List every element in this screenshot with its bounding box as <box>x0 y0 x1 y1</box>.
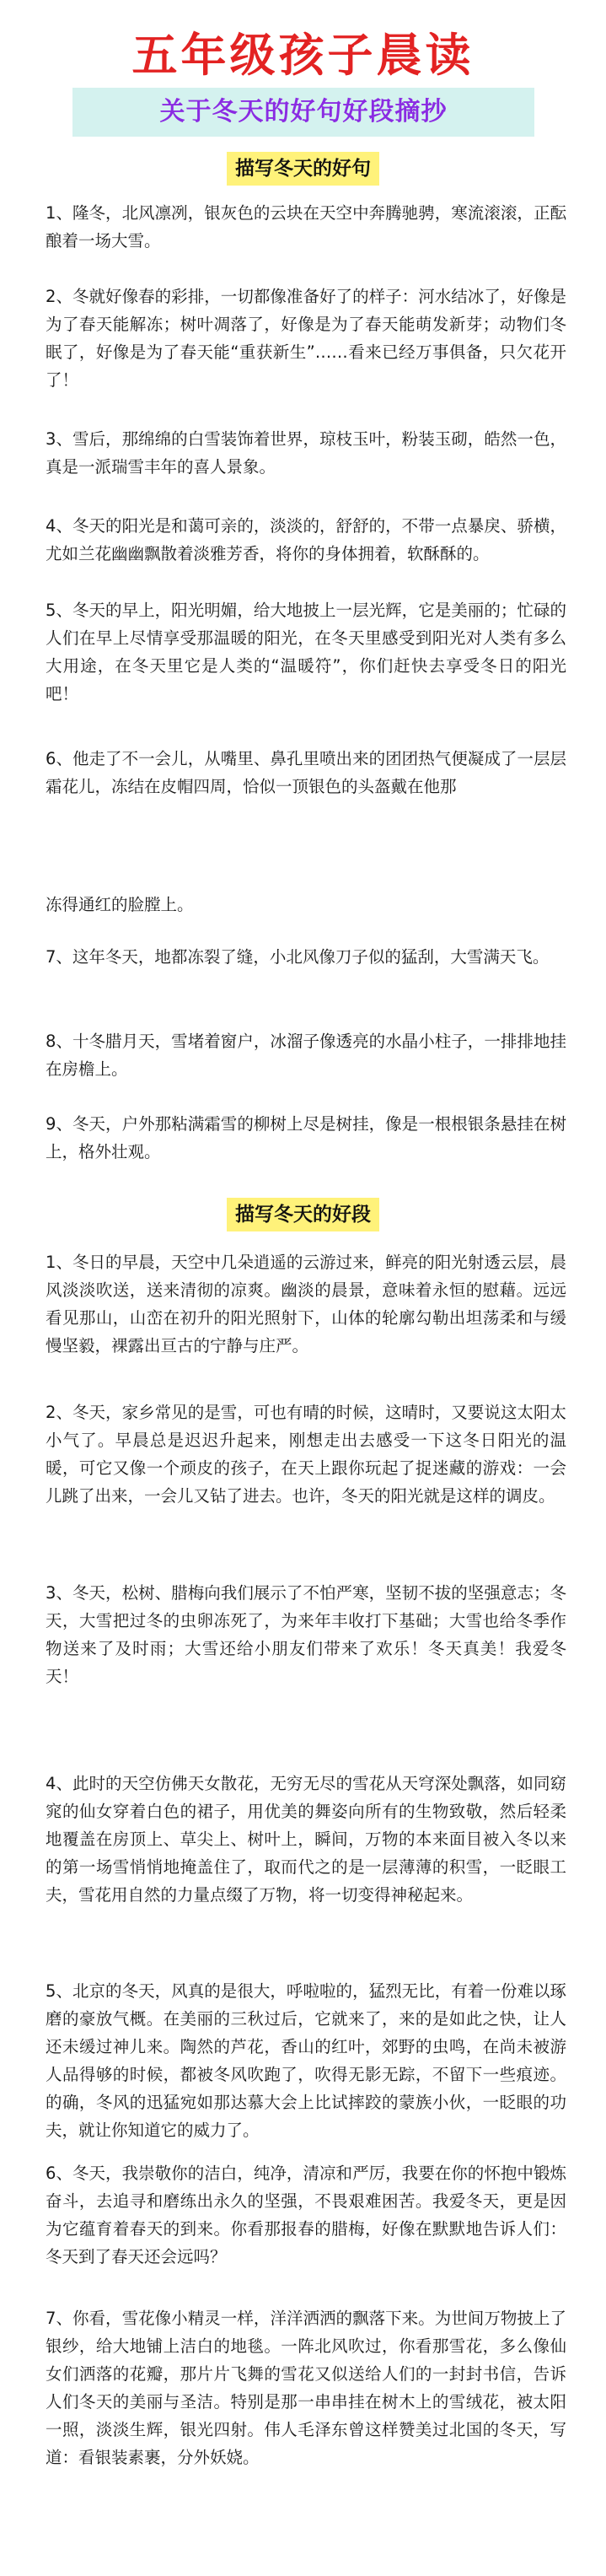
sentence-item: 9、冬天，户外那粘满霜雪的柳树上尽是树挂，像是一根根银条悬挂在树上，格外壮观。 <box>46 1114 566 1161</box>
section-heading-sentences <box>0 152 606 186</box>
sentence-item: 2、冬就好像春的彩排，一切都像准备好了的样子：河水结冰了，好像是为了春天能解冻；树叶凋落了，好像是为了春天能萌发新芽；动物们冬眠了，好像是为了春天能“重获新生”……看来已经万事俱备，只欠花开了！ <box>46 287 566 390</box>
subtitle-text: 关于冬天的好句好段摘抄 <box>159 97 448 127</box>
sentence-item: 8、十冬腊月天，雪堵着窗户，冰溜子像透亮的水晶小柱子，一排排地挂在房檐上。 <box>46 1032 566 1079</box>
sentence-item: 6、他走了不一会儿，从嘴里、鼻孔里喷出来的团团热气便凝成了一层层霜花儿，冻结在皮帽四周，恰似一顶银色的头盔戴在他那 <box>46 749 566 796</box>
sentence-item-continued: 冻得通红的脸膛上。 <box>46 895 194 914</box>
page-title: 五年级孩子晨读 <box>131 29 475 82</box>
sentence-item: 1、隆冬，北风凛冽，银灰色的云块在天空中奔腾驰骋，寒流滚滚，正酝酿着一场大雪。 <box>46 203 566 251</box>
paragraph-item: 3、冬天，松树、腊梅向我们展示了不怕严寒，坚韧不拔的坚强意志；冬天，大雪把过冬的虫卵冻死了，为来年丰收打下基础；大雪也给冬季作物送来了及时雨；大雪还给小朋友们带来了欢乐！冬天真美！我爱冬天！ <box>46 1583 566 1686</box>
paragraph-item: 6、冬天，我崇敬你的洁白，纯净，清凉和严厉，我要在你的怀抱中锻炼奋斗，去追寻和磨练出永久的坚强，不畏艰难困苦。我爱冬天，更是因为它蕴育着春天的到来。你看那报春的腊梅，好像在默默地告诉人们：冬天到了春天还会远吗？ <box>46 2164 566 2266</box>
sentence-item: 4、冬天的阳光是和蔼可亲的，淡淡的，舒舒的，不带一点暴戾、骄横，尤如兰花幽幽飘散着淡雅芳香，将你的身体拥着，软酥酥的。 <box>46 516 566 563</box>
section-heading-paragraphs <box>0 1198 606 1231</box>
subtitle-banner <box>72 88 534 137</box>
paragraph-item: 1、冬日的早晨，天空中几朵逍遥的云游过来，鲜亮的阳光射透云层，晨风淡淡吹送，送来清彻的凉爽。幽淡的晨景，意味着永恒的慰藉。远远看见那山，山峦在初升的阳光照射下，山体的轮廓勾勒出坦荡柔和与缓慢坚毅，裸露出亘古的宁静与庄严。 <box>46 1253 566 1355</box>
sentence-item: 5、冬天的早上，阳光明媚，给大地披上一层光辉，它是美丽的；忙碌的人们在早上尽情享受那温暖的阳光，在冬天里感受到阳光对人类有多么大用途，在冬天里它是人类的“温暖符”，你们赶快去享受冬日的阳光吧！ <box>46 601 566 703</box>
sentence-item: 7、这年冬天，地都冻裂了缝，小北风像刀子似的猛刮，大雪满天飞。 <box>46 947 550 967</box>
section-heading-label: 描写冬天的好句 <box>227 152 379 186</box>
paragraph-item: 5、北京的冬天，风真的是很大，呼啦啦的，猛烈无比，有着一份难以琢磨的豪放气概。在美丽的三秋过后，它就来了，来的是如此之快，让人还未缓过神儿来。陶然的芦花，香山的红叶，郊野的虫鸣，在尚未被游人品得够的时候，都被冬风吹跑了，吹得无影无踪，不留下一些痕迹。的确，冬风的迅猛宛如那达慕大会上比试摔跤的蒙族小伙，一眨眼的功夫，就让你知道它的威力了。 <box>46 1981 566 2140</box>
paragraph-item: 2、冬天，家乡常见的是雪，可也有晴的时候，这晴时，又要说这太阳太小气了。早晨总是迟迟升起来，刚想走出去感受一下这冬日阳光的温暖，可它又像一个顽皮的孩子，在天上跟你玩起了捉迷藏的游戏：一会儿跳了出来，一会儿又钻了进去。也许，冬天的阳光就是这样的调皮。 <box>46 1403 566 1506</box>
section-heading-label: 描写冬天的好段 <box>227 1198 379 1231</box>
paragraph-item: 7、你看，雪花像小精灵一样，洋洋洒洒的飘落下来。为世间万物披上了银纱，给大地铺上洁白的地毯。一阵北风吹过，你看那雪花，多么像仙女们洒落的花瓣，那片片飞舞的雪花又似送给人们的一封封书信，告诉人们冬天的美丽与圣洁。特别是那一串串挂在树木上的雪绒花，被太阳一照，淡淡生辉，银光四射。伟人毛泽东曾这样赞美过北国的冬天，写道：看银装素裹，分外妖娆。 <box>46 2309 566 2467</box>
paragraph-item: 4、此时的天空仿佛天女散花，无穷无尽的雪花从天穹深处飘落，如同窈窕的仙女穿着白色的裙子，用优美的舞姿向所有的生物致敬，然后轻柔地覆盖在房顶上、草尖上、树叶上，瞬间，万物的本来面目被入冬以来的第一场雪悄悄地掩盖住了，取而代之的是一层薄薄的积雪，一眨眼工夫，雪花用自然的力量点缀了万物，将一切变得神秘起来。 <box>46 1774 566 1905</box>
sentence-item: 3、雪后，那绵绵的白雪装饰着世界，琼枝玉叶，粉装玉砌，皓然一色，真是一派瑞雪丰年的喜人景象。 <box>46 429 566 477</box>
